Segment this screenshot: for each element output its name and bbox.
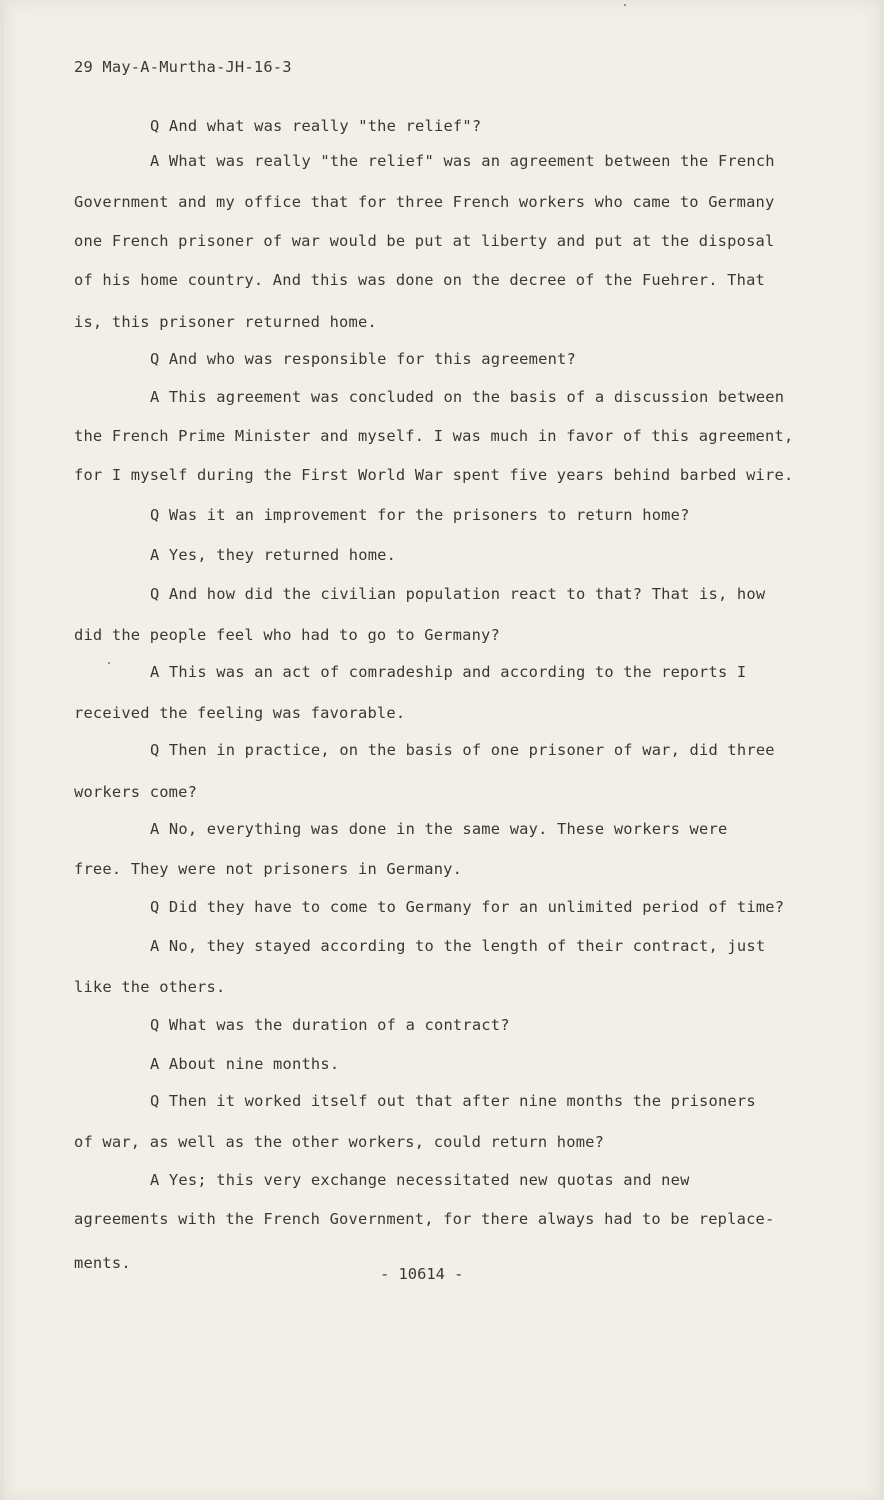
transcript-line-16: received the feeling was favorable. bbox=[74, 704, 406, 722]
transcript-line-8: A This agreement was concluded on the basis of a discussion between bbox=[150, 388, 785, 406]
transcript-line-28: A Yes; this very exchange necessitated new quotas and new bbox=[150, 1171, 690, 1189]
transcript-line-25: A About nine months. bbox=[150, 1055, 340, 1073]
transcript-line-24: Q What was the duration of a contract? bbox=[150, 1016, 510, 1034]
transcript-line-12: A Yes, they returned home. bbox=[150, 546, 397, 564]
transcript-line-17: Q Then in practice, on the basis of one prisoner of war, did three bbox=[150, 741, 775, 759]
paper-speck bbox=[108, 662, 110, 664]
transcript-line-9: the French Prime Minister and myself. I was much in favor of this agreement, bbox=[74, 427, 794, 445]
transcript-line-26: Q Then it worked itself out that after nine months the prisoners bbox=[150, 1092, 756, 1110]
transcript-line-14: did the people feel who had to go to Germany? bbox=[74, 626, 500, 644]
transcript-line-21: Q Did they have to come to Germany for an unlimited period of time? bbox=[150, 898, 785, 916]
transcript-line-11: Q Was it an improvement for the prisoners to return home? bbox=[150, 506, 690, 524]
transcript-line-30: ments. bbox=[74, 1254, 131, 1272]
transcript-line-29: agreements with the French Government, for there always had to be replace- bbox=[74, 1210, 775, 1228]
transcript-line-15: A This was an act of comradeship and according to the reports I bbox=[150, 663, 747, 681]
transcript-line-3: Government and my office that for three French workers who came to Germany bbox=[74, 193, 775, 211]
transcript-line-7: Q And who was responsible for this agreement? bbox=[150, 350, 576, 368]
transcript-line-23: like the others. bbox=[74, 978, 226, 996]
transcript-line-1: Q And what was really "the relief"? bbox=[150, 117, 482, 135]
transcript-line-13: Q And how did the civilian population react to that? That is, how bbox=[150, 585, 766, 603]
transcript-line-18: workers come? bbox=[74, 783, 198, 801]
transcript-line-10: for I myself during the First World War spent five years behind barbed wire. bbox=[74, 466, 794, 484]
transcript-page bbox=[4, 0, 880, 1500]
transcript-line-6: is, this prisoner returned home. bbox=[74, 313, 377, 331]
transcript-line-27: of war, as well as the other workers, could return home? bbox=[74, 1133, 605, 1151]
transcript-line-20: free. They were not prisoners in Germany. bbox=[74, 860, 463, 878]
transcript-line-22: A No, they stayed according to the length of their contract, just bbox=[150, 937, 766, 955]
paper-speck bbox=[624, 4, 626, 6]
page-number: - 10614 - bbox=[380, 1265, 464, 1283]
document-reference: 29 May-A-Murtha-JH-16-3 bbox=[74, 58, 292, 76]
transcript-line-5: of his home country. And this was done on the decree of the Fuehrer. That bbox=[74, 271, 766, 289]
transcript-line-2: A What was really "the relief" was an agreement between the French bbox=[150, 152, 775, 170]
transcript-line-19: A No, everything was done in the same way. These workers were bbox=[150, 820, 728, 838]
transcript-line-4: one French prisoner of war would be put at liberty and put at the disposal bbox=[74, 232, 775, 250]
